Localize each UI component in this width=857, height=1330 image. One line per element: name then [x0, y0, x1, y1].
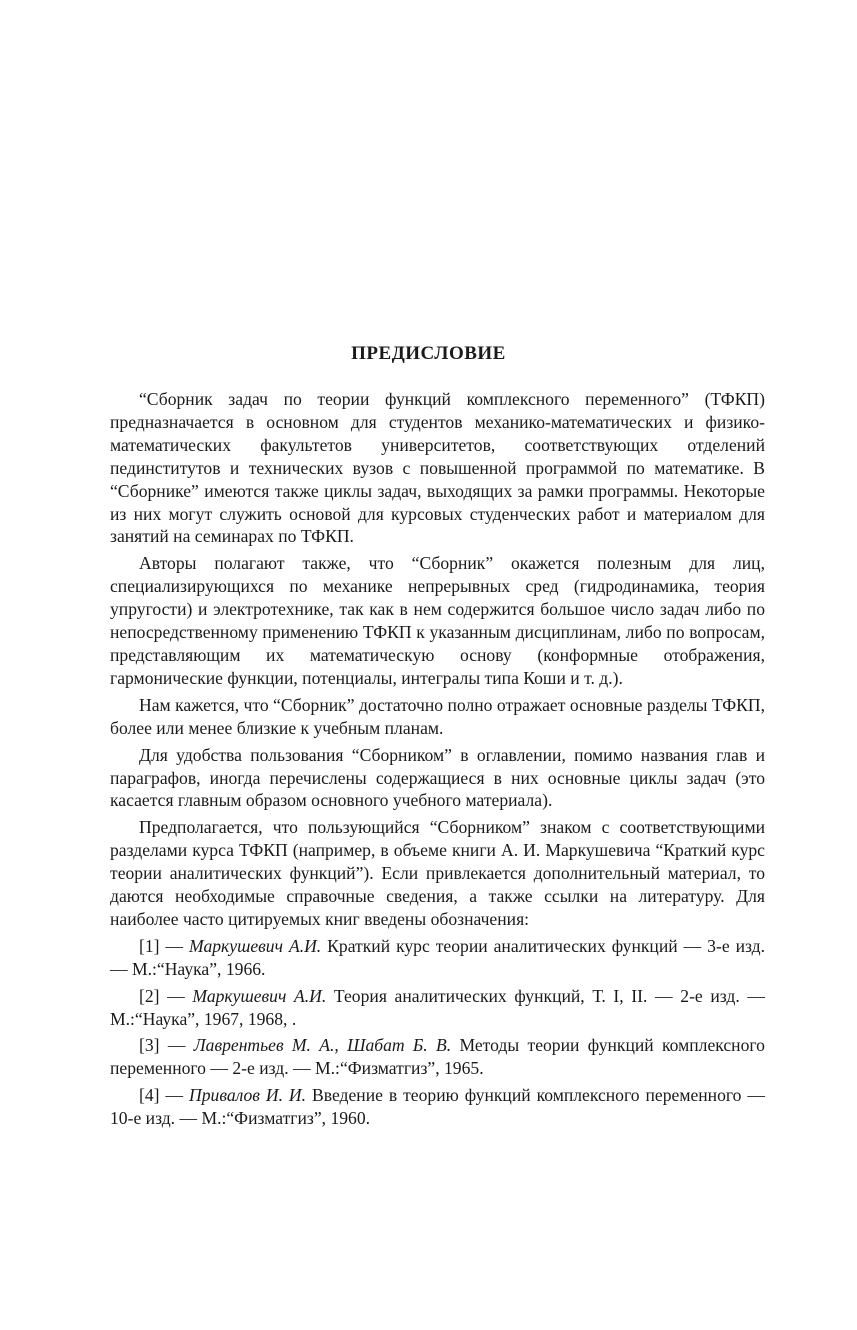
reference-text: Краткий курс теории аналитических функций — 3-е изд. — М.:“Наука”, 1966. — [110, 935, 765, 979]
paragraph: Предполагается, что пользующийся “Сборником” знаком с соответствующими разделами курса ТФКП (например, в объеме книги А. И. Маркушевича “Краткий курс теории аналитических функций”). Если привлекается дополнительный материал, то даются необходимые справочные сведения, а также ссылки на литературу. Для наиболее часто цитируемых книг введены обозначения: — [110, 817, 765, 929]
paragraph: “Сборник задач по теории функций комплексного переменного” (ТФКП) предназначается в основном для студентов механико-математических и физико-математических факультетов университетов, соответствующих отделений пединститутов и технических вузов с повышенной программой по математике. В “Сборнике” имеются также циклы задач, выходящих за рамки программы. Некоторые из них могут служить основой для курсовых студенческих работ и материалом для занятий на семинарах по ТФКП. — [110, 389, 765, 547]
reference-text: Методы теории функций комплексного переменного — 2-е изд. — М.:“Физматгиз”, 1965. — [110, 1035, 765, 1079]
reference-item — [110, 1034, 765, 1080]
page-title: ПРЕДИСЛОВИЕ — [351, 343, 506, 364]
reference-text: Теория аналитических функций, Т. I, II. — 2-е изд. — М.:“Наука”, 1967, 1968, . — [110, 985, 766, 1029]
reference-number: [3] — — [139, 1035, 186, 1056]
reference-author: Привалов И. И. — [189, 1085, 307, 1106]
reference-item — [110, 1084, 765, 1130]
reference-item — [110, 985, 765, 1031]
reference-number: [1] — — [139, 935, 184, 956]
reference-author: Маркушевич А.И. — [189, 935, 322, 956]
paragraph: Авторы полагают также, что “Сборник” окажется полезным для лиц, специализирующихся по механике непрерывных сред (гидродинамика, теория упругости) и электротехнике, так как в нем содержится большое число задач либо по непосредственному применению ТФКП к указанным дисциплинам, либо по вопросам, представляющим их математическую основу (конформные отображения, гармонические функции, потенциалы, интегралы типа Коши и т. д.). — [110, 553, 765, 688]
reference-item — [110, 935, 765, 981]
reference-number: [4] — — [139, 1085, 184, 1106]
paragraph: Для удобства пользования “Сборником” в оглавлении, помимо названия глав и параграфов, иногда перечислены содержащиеся в них основные циклы задач (это касается главным образом основного учебного материала). — [110, 744, 765, 811]
reference-author: Лаврентьев М. А., Шабат Б. В. — [193, 1035, 452, 1056]
reference-author: Маркушевич А.И. — [192, 985, 327, 1006]
preface-body — [110, 388, 765, 1130]
reference-number: [2] — — [139, 985, 185, 1006]
paragraph: Нам кажется, что “Сборник” достаточно полно отражает основные разделы ТФКП, более или менее близкие к учебным планам. — [110, 694, 765, 738]
reference-text: Введение в теорию функций комплексного переменного — 10-е изд. — М.:“Физматгиз”, 1960. — [110, 1085, 766, 1129]
